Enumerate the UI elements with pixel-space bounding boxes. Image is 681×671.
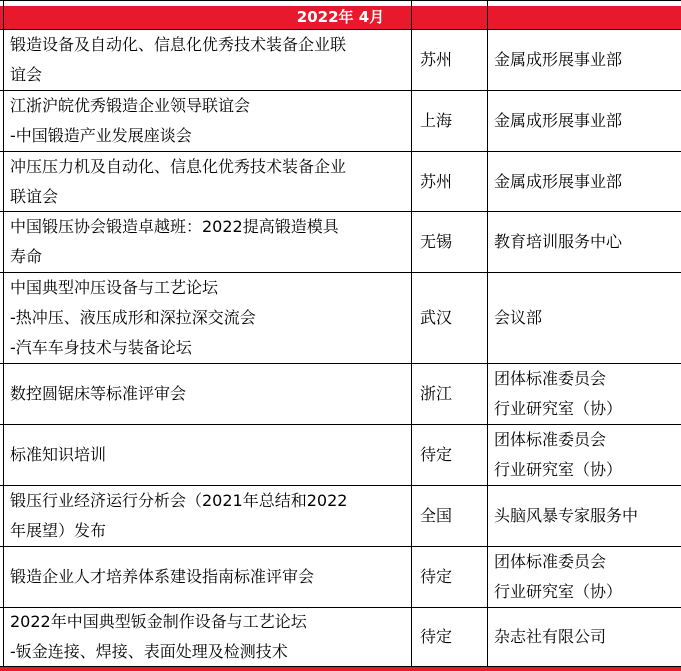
- organizer-cell: [488, 547, 681, 607]
- event-line: 锻造企业人才培养体系建设指南标准评审会: [10, 567, 315, 586]
- event-cell: [4, 547, 406, 607]
- location-text: 苏州: [420, 171, 453, 191]
- location-text: 武汉: [420, 308, 453, 327]
- event-line: 寿命: [10, 247, 43, 266]
- event-cell: [4, 212, 406, 272]
- location-cell: [412, 608, 482, 666]
- location-text: 待定: [420, 627, 453, 646]
- organizer-cell: [488, 30, 681, 90]
- organizer-line: 金属成形展事业部: [494, 171, 623, 191]
- location-cell: [412, 364, 482, 424]
- event-cell: [4, 152, 406, 211]
- organizer-cell: [488, 425, 681, 485]
- event-line: -钣金连接、焊接、表面处理及检测技术: [10, 642, 288, 661]
- event-line: 联谊会: [10, 186, 59, 206]
- bottom-red-bar: [0, 667, 681, 671]
- location-cell: [412, 30, 482, 90]
- organizer-line: 团体标准委员会: [494, 369, 607, 388]
- event-cell: [4, 364, 406, 424]
- location-text: 苏州: [420, 50, 453, 69]
- organizer-line: 金属成形展事业部: [494, 111, 623, 130]
- organizer-line: 金属成形展事业部: [494, 50, 623, 69]
- location-text: 待定: [420, 567, 453, 586]
- location-text: 全国: [420, 506, 453, 525]
- location-cell: [412, 425, 482, 485]
- organizer-line: 团体标准委员会: [494, 552, 607, 571]
- organizer-line: 头脑风暴专家服务中: [494, 506, 639, 525]
- event-line: -热冲压、液压成形和深拉深交流会: [10, 308, 256, 327]
- event-line: 标准知识培训: [10, 445, 107, 464]
- event-cell: [4, 425, 406, 485]
- event-cell: [4, 486, 406, 546]
- location-cell: [412, 547, 482, 607]
- organizer-cell: [488, 152, 681, 211]
- event-line: 江浙沪皖优秀锻造企业领导联谊会: [10, 96, 251, 115]
- organizer-line: 团体标准委员会: [494, 430, 607, 449]
- organizer-cell: [488, 364, 681, 424]
- location-cell: [412, 212, 482, 272]
- event-line: 锻压行业经济运行分析会（2021年总结和2022: [10, 491, 348, 510]
- event-cell: [4, 273, 406, 363]
- location-text: 上海: [420, 111, 453, 130]
- event-line: 中国典型冲压设备与工艺论坛: [10, 278, 219, 297]
- location-cell: [412, 273, 482, 363]
- event-line: 冲压压力机及自动化、信息化优秀技术装备企业: [10, 156, 347, 176]
- event-line: -中国锻造产业发展座谈会: [10, 126, 192, 145]
- organizer-cell: [488, 608, 681, 666]
- organizer-cell: [488, 273, 681, 363]
- organizer-cell: [488, 212, 681, 272]
- organizer-line: 行业研究室（协）: [494, 399, 623, 418]
- event-line: 数控圆锯床等标准评审会: [10, 384, 187, 403]
- location-cell: [412, 486, 482, 546]
- location-text: 无锡: [420, 232, 453, 251]
- event-line: 锻造设备及自动化、信息化优秀技术装备企业联: [10, 35, 347, 54]
- organizer-line: 杂志社有限公司: [494, 627, 607, 646]
- event-line: 谊会: [10, 65, 43, 84]
- event-cell: [4, 30, 406, 90]
- location-cell: [412, 91, 482, 151]
- event-cell: [4, 608, 406, 666]
- location-text: 待定: [420, 445, 453, 464]
- event-line: 年展望）发布: [10, 521, 107, 540]
- event-line: 2022年中国典型钣金制作设备与工艺论坛: [10, 612, 307, 631]
- event-cell: [4, 91, 406, 151]
- location-text: 浙江: [420, 384, 453, 403]
- event-line: -汽车车身技术与装备论坛: [10, 338, 192, 357]
- organizer-line: 教育培训服务中心: [494, 232, 623, 251]
- month-header: 2022年 4月: [296, 8, 385, 26]
- grid-line: [0, 0, 681, 1]
- organizer-cell: [488, 486, 681, 546]
- organizer-line: 行业研究室（协）: [494, 582, 623, 601]
- organizer-line: 会议部: [494, 308, 543, 327]
- event-line: 中国锻压协会锻造卓越班：2022提高锻造模具: [10, 217, 339, 236]
- location-cell: [412, 152, 482, 211]
- organizer-line: 行业研究室（协）: [494, 460, 623, 479]
- organizer-cell: [488, 91, 681, 151]
